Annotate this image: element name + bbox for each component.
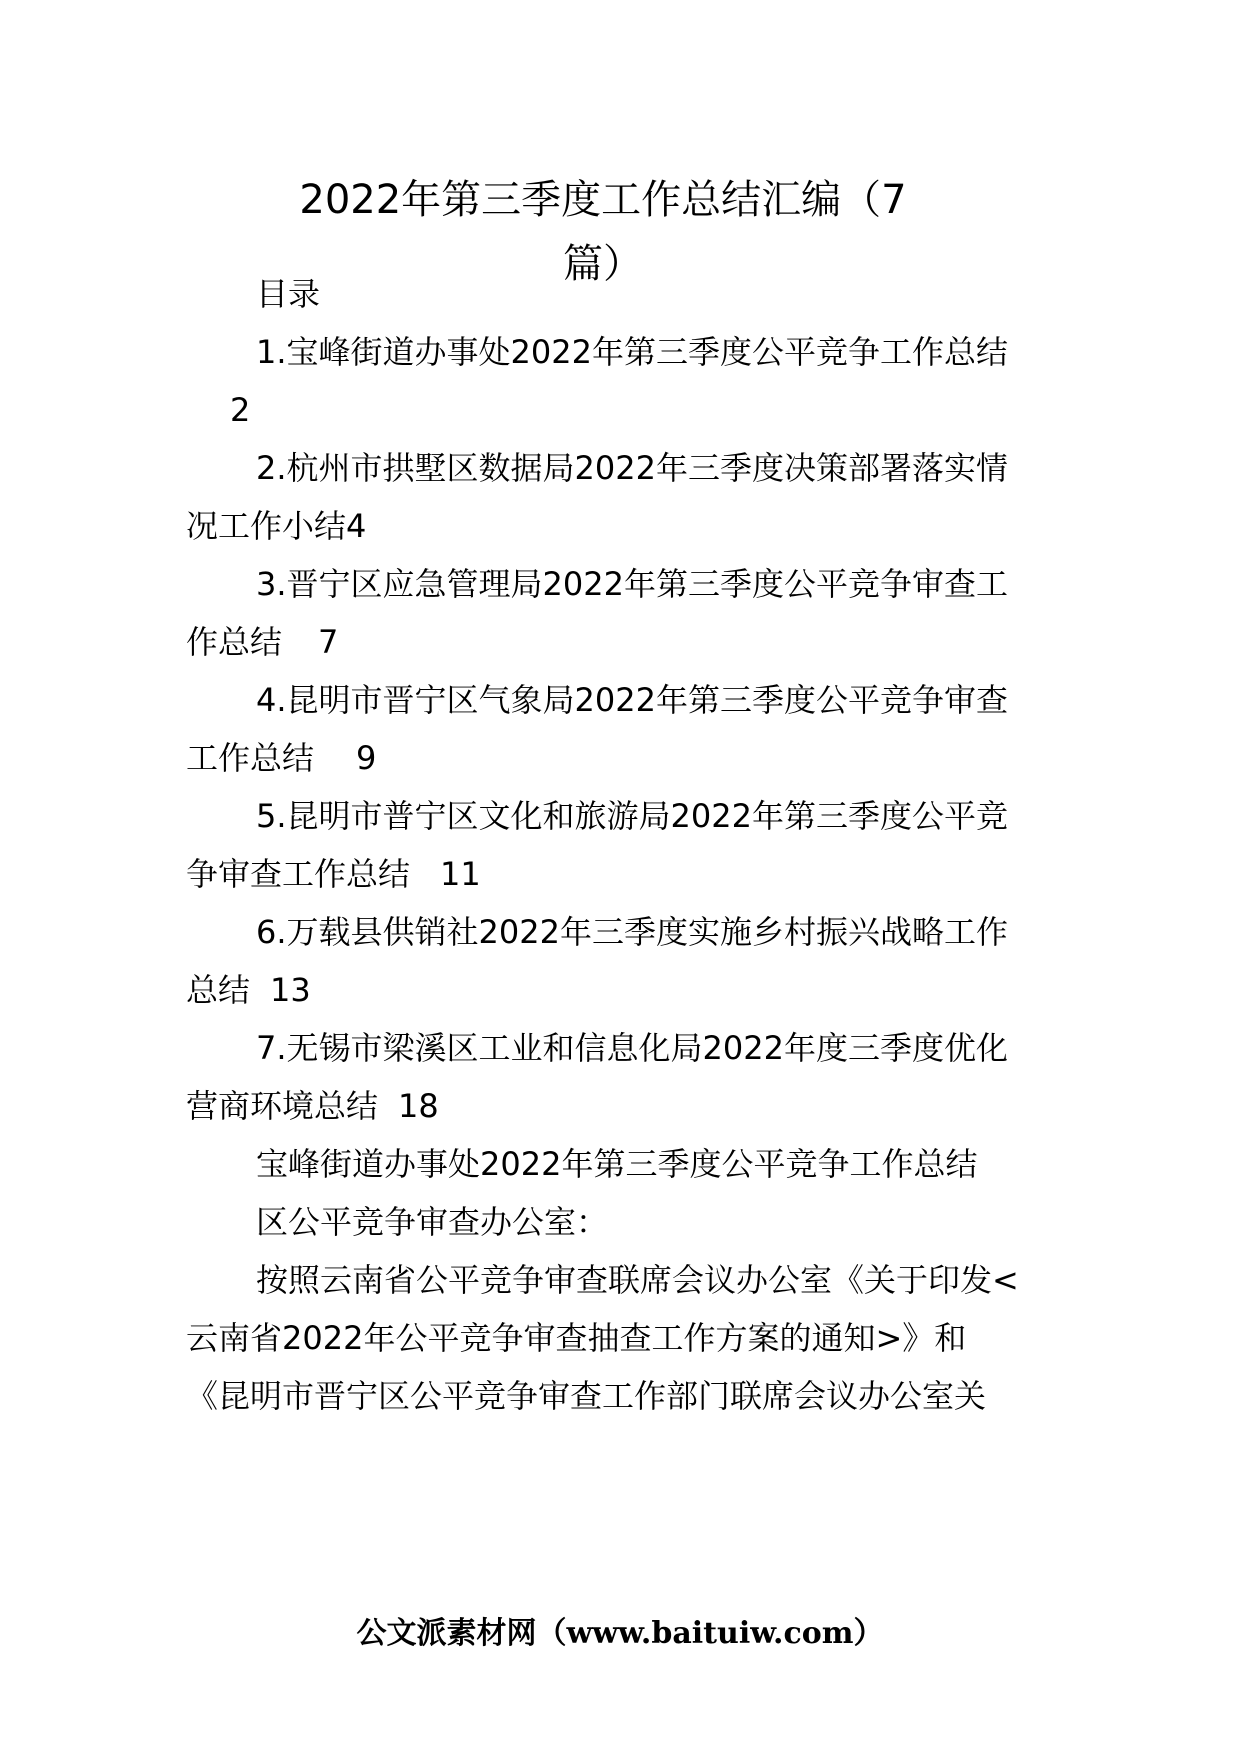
toc-item-7-line1[interactable]: 7.无锡市梁溪区工业和信息化局2022年度三季度优化	[256, 1029, 1008, 1067]
toc-item-5-text: 争审查工作总结	[186, 855, 411, 893]
toc-item-6-text: 总结	[186, 971, 251, 1009]
paragraph-line-3: 《昆明市晋宁区公平竞争审查工作部门联席会议办公室关	[186, 1377, 987, 1415]
footer-watermark: 公文派素材网（www.baituiw.com）	[356, 1616, 884, 1651]
addressee: 区公平竞争审查办公室：	[256, 1203, 609, 1241]
toc-item-6-line2	[186, 968, 311, 1012]
toc-item-4-text: 工作总结	[186, 739, 315, 777]
toc-item-6-line1[interactable]: 6.万载县供销社2022年三季度实施乡村振兴战略工作	[256, 913, 1008, 951]
toc-item-5-line1[interactable]: 5.昆明市普宁区文化和旅游局2022年第三季度公平竞	[256, 797, 1008, 835]
toc-item-7-line2	[186, 1084, 439, 1128]
toc-item-7-text: 营商环境总结	[186, 1087, 379, 1125]
toc-item-3-page: 7	[318, 623, 339, 661]
title-line-2: 篇）	[563, 241, 643, 287]
toc-item-3-line2	[186, 620, 338, 664]
title-line-1: 2022年第三季度工作总结汇编（7	[299, 177, 907, 223]
toc-item-1-page: 2	[230, 391, 251, 429]
section-title: 宝峰街道办事处2022年第三季度公平竞争工作总结	[256, 1145, 978, 1183]
paragraph-line-1: 按照云南省公平竞争审查联席会议办公室《关于印发<	[256, 1261, 1019, 1299]
toc-item-5-line2	[186, 852, 481, 896]
toc-item-4-page: 9	[356, 739, 377, 777]
toc-heading: 目录	[256, 275, 321, 313]
toc-item-7-page: 18	[398, 1087, 439, 1125]
paragraph-line-2: 云南省2022年公平竞争审查抽查工作方案的通知>》和	[186, 1319, 967, 1357]
toc-item-2-line1[interactable]: 2.杭州市拱墅区数据局2022年三季度决策部署落实情	[256, 449, 1008, 487]
toc-item-3-text: 作总结	[186, 623, 283, 661]
toc-item-2-line2: 况工作小结4	[186, 507, 367, 545]
toc-item-6-page: 13	[270, 971, 311, 1009]
toc-item-1-line1[interactable]: 1.宝峰街道办事处2022年第三季度公平竞争工作总结	[256, 333, 1008, 371]
toc-item-5-page: 11	[440, 855, 481, 893]
toc-item-3-line1[interactable]: 3.晋宁区应急管理局2022年第三季度公平竞争审查工	[256, 565, 1008, 603]
toc-item-4-line1[interactable]: 4.昆明市晋宁区气象局2022年第三季度公平竞争审查	[256, 681, 1008, 719]
toc-item-4-line2	[186, 736, 376, 780]
